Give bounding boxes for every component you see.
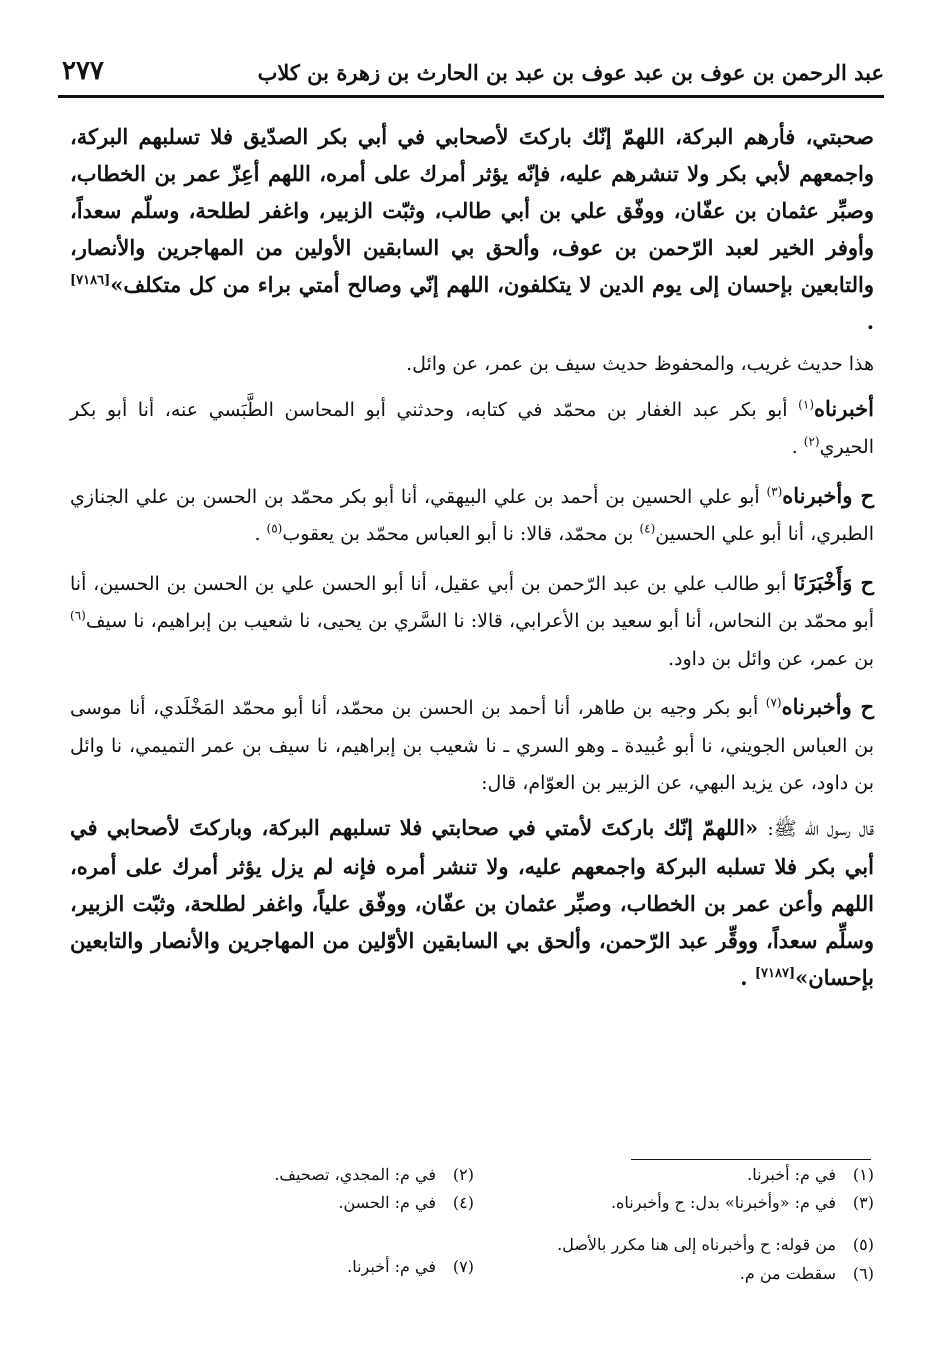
hadith-lead: قال رسول الله ﷺ: (767, 817, 874, 840)
footnote-7 (347, 1257, 474, 1276)
footnote-marker-2: (٢) (803, 434, 820, 449)
isnad-text-4: أبو بكر وجيه بن طاهر، أنا أحمد بن الحسن بن محمّد، أنا أبو محمّد المَخْلَدي، أنا موسى بن العباس الجويني، نا أبو عُبيدة ـ وهو السري ـ نا شعيب بن إبراهيم، نا سيف بن عمر التميمي، نا وائل بن داود، عن يزيد البهي، عن الزبير بن العوّام، قال: (70, 697, 874, 794)
isnad-text-2a: أبو علي الحسين بن أحمد بن علي البيهقي، أنا أبو بكر محمّد بن الحسن بن علي الجنازي الطبري، أنا أبو علي الحسين (70, 485, 874, 545)
footnote-marker-3: (٣) (766, 484, 783, 499)
isnad-text-1: أبو بكر عبد الغفار بن محمّد في كتابه، وحدثني أبو المحاسن الطَّبَسي عنه، أنا أبو بكر الحيري (70, 398, 874, 458)
footnote-number: (٧) (452, 1257, 474, 1276)
isnad-text-3b: بن عمر، عن وائل بن داود. (668, 647, 874, 670)
page-number: ٢٧٧ (62, 56, 104, 86)
footnote-marker-4: (٤) (639, 521, 656, 536)
isnad-paragraph-1 (70, 390, 874, 467)
hadith-text-1: صحبتي، فأرهم البركة، اللهمّ إنّك باركتَ لأصحابي في أبي بكر الصدّيق فلا تسلبهم البركة، واجمعهم لأبي بكر ولا تنشرهم عليه، فإنّه يؤثر أمرك على أمره، اللهم أعِزّ عمر بن الخطاب، وصبِّر عثمان بن عفّان، ووفّق علي بن أبي طالب، وثبّت الزبير، واغفر لطلحة، وسلّم سعداً، وأوفر الخير لعبد الرّحمن بن عوف، وألحق بي السابقين الأولين من المهاجرين والأنصار، والتابعين بإحسان إلى يوم الدين لا يتكلفون، اللهم إنّي وصالح أمتي براء من كل متكلف» (70, 124, 874, 297)
isnad-keyword-3: ح وَأَخْبَرَنَا (793, 569, 874, 595)
isnad-keyword-1: أخبرناه (814, 395, 874, 421)
footnote-text: في م: أخبرنا. (747, 1165, 836, 1184)
hadith-end-2: . (740, 964, 748, 990)
footnote-number: (١) (852, 1165, 874, 1184)
footnote-text: في م: أخبرنا. (347, 1257, 436, 1276)
isnad-end-1: . (791, 436, 798, 458)
isnad-paragraph-2 (70, 477, 874, 554)
footnote-3 (611, 1193, 874, 1212)
running-title: عبد الرحمن بن عوف بن عبد عوف بن عبد بن الحارث بن زهرة بن كلاب (257, 60, 884, 85)
isnad-end-2: . (254, 523, 261, 545)
hadith-ref-7186: [٧١٨٦] (70, 273, 111, 288)
main-text (70, 118, 874, 996)
footnote-number: (٥) (852, 1235, 874, 1254)
footnote-6 (740, 1264, 874, 1283)
footnote-text: في م: «وأخبرنا» بدل: ح وأخبرناه. (610, 1193, 836, 1212)
isnad-keyword-2: ح وأخبرناه (782, 482, 874, 508)
footnote-number: (٢) (452, 1165, 474, 1184)
hadith-paragraph-1: صحبتي، فأرهم البركة، اللهمّ إنّك باركتَ لأصحابي في أبي بكر الصدّيق فلا تسلبهم البركة، واجمعهم لأبي بكر ولا تنشرهم عليه، فإنّه يؤثر أمرك على أمره، اللهم أعِزّ عمر بن الخطاب، وصبِّر عثمان بن عفّان، ووفّق علي بن أبي طالب، وثبّت الزبير، واغفر لطلحة، وسلّم سعداً، وأوفر الخير لعبد الرّحمن بن عوف، وألحق بي السابقين الأولين من المهاجرين والأنصار، والتابعين بإحسان إلى يوم الدين لا يتكلفون، اللهم إنّي وصالح أمتي براء من كل متكلف»[٧١٨٦] . (70, 124, 874, 334)
footnote-2 (274, 1165, 474, 1184)
footnote-4 (338, 1193, 474, 1212)
isnad-keyword-4: ح وأخبرناه (781, 694, 875, 719)
running-header (58, 54, 884, 98)
hadith-ref-7187: [٧١٨٧] (754, 965, 796, 981)
footnote-number: (٦) (852, 1264, 874, 1283)
footnote-text: في م: الحسن. (338, 1193, 436, 1212)
footnote-number: (٣) (852, 1193, 874, 1212)
isnad-paragraph-4 (70, 688, 874, 803)
hadith-paragraph-2 (70, 809, 874, 996)
header-rule (58, 95, 884, 98)
footnote-text: سقطت من م. (739, 1264, 836, 1283)
footnote-1 (747, 1165, 874, 1184)
footnote-5 (557, 1235, 874, 1254)
footnote-number: (٤) (452, 1193, 474, 1212)
footnote-separator (631, 1159, 871, 1160)
footnote-text: من قوله: ح وأخبرناه إلى هنا مكرر بالأصل. (557, 1235, 836, 1254)
footnote-marker-7: (٧) (765, 695, 782, 710)
isnad-text-3a: أبو طالب علي بن عبد الرّحمن بن أبي عقيل، أنا أبو الحسن علي بن الحسن بن الحسين، أنا أبو محمّد بن النحاس، أنا أبو سعيد بن الأعرابي، قالا: نا السَّري بن يحيى، نا شعيب بن إبراهيم، نا سيف (70, 572, 874, 632)
grading-note: هذا حديث غريب، والمحفوظ حديث سيف بن عمر، عن وائل. (406, 353, 874, 375)
hadith-text-2: «اللهمّ إنّك باركتَ لأمتي في صحابتي فلا تسلبهم البركة، وباركتَ لأصحابي في أبي بكر فلا تسلبه البركة واجمعهم عليه، ولا تنشر أمره فإنه لم يزل يؤثر أمرك على أمره، اللهم وأعن عمر بن الخطاب، وصبِّر عثمان بن عفّان، ووفّق علياً، واغفر لطلحة، وثبّت الزبير، وسلِّم سعداً، ووقِّر عبد الرّحمن، وألحق بي السابقين الأوّلين من المهاجرين والأنصار والتابعين بإحسان» (70, 814, 874, 990)
isnad-text-2b: بن محمّد، قالا: نا أبو العباس محمّد بن يعقوب (282, 523, 634, 545)
footnote-marker-1: (١) (798, 397, 814, 412)
footnote-marker-5: (٥) (266, 521, 283, 536)
footnote-text: في م: المجدي، تصحيف. (274, 1165, 436, 1184)
footnote-marker-6: (٦) (70, 608, 86, 623)
footnotes (70, 1165, 874, 1295)
isnad-paragraph-3 (70, 564, 874, 679)
